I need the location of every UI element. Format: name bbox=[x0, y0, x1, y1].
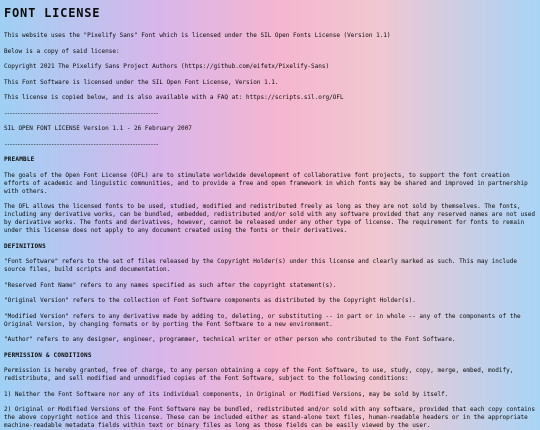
page-title: FONT LICENSE bbox=[4, 6, 101, 20]
preamble-paragraph-2: The OFL allows the licensed fonts to be used, studied, modified and redistributed freely as long as they are not sold by themselves. The fonts, including any derivative works, can be bundled, embedded, redistributed and/or sold with any software provided that any reserved names are not used by derivative works. The fonts and derivatives, however, cannot be released under any other type of license. The requirement for fonts to remain under this license does not apply to any document created using the fonts or their derivatives. bbox=[4, 203, 539, 234]
heading-definitions: DEFINITIONS bbox=[4, 242, 46, 250]
license-version-line: SIL OPEN FONT LICENSE Version 1.1 - 26 February 2007 bbox=[4, 125, 192, 132]
definition-reserved-font-name: "Reserved Font Name" refers to any names specified as such after the copyright statement(s). bbox=[4, 281, 337, 289]
heading-permission-conditions: PERMISSION & CONDITIONS bbox=[4, 351, 92, 359]
condition-1: 1) Neither the Font Software nor any of its individual components, in Original or Modified Versions, may be sold by itself. bbox=[4, 390, 449, 398]
definition-author: "Author" refers to any designer, engineer, programmer, technical writer or other person who contributed to the Font Software. bbox=[4, 336, 456, 343]
condition-2: 2) Original or Modified Versions of the Font Software may be bundled, redistributed and/or sold with any software, provided that each copy contains the above copyright notice and this license. These can be included either as stand-alone text files, human-readable headers or in the appropriate machine-readable metadata fields within text or binary files as long as those fields can be easily viewed by the user. bbox=[4, 406, 539, 429]
intro-licensed-under: This Font Software is licensed under the SIL Open Font License, Version 1.1. bbox=[4, 78, 279, 86]
divider-rule-bottom: ----------------------------------------------------------- bbox=[4, 140, 159, 148]
definition-modified-version: "Modified Version" refers to any derivative made by adding to, deleting, or substituting -- in part or in whole -- any of the components of the Original Version, by changing formats or by porting the Font Software to a new environment. bbox=[4, 312, 525, 328]
intro-copyright: Copyright 2021 The Pixelify Sans Project Authors (https://github.com/eifetx/Pixelify-Sans) bbox=[4, 63, 330, 70]
intro-faq: This license is copied below, and is also available with a FAQ at: https://scripts.sil.org/OFL bbox=[4, 94, 344, 101]
permission-paragraph: Permission is hereby granted, free of charge, to any person obtaining a copy of the Font Software, to use, study, copy, merge, embed, modify, redistribute, and sell modified and unmodified copies of the Font Software, subject to the following conditions: bbox=[4, 367, 517, 382]
definition-font-software: "Font Software" refers to the set of files released by the Copyright Holder(s) under this license and clearly marked as such. This may include source files, build scripts and documentation. bbox=[4, 258, 521, 273]
heading-preamble: PREAMBLE bbox=[4, 156, 35, 163]
intro-below-copy: Below is a copy of said license: bbox=[4, 47, 120, 55]
preamble-paragraph-1: The goals of the Open Font License (OFL) are to stimulate worldwide development of collaborative font projects, to support the font creation efforts of academic and linguistic communities, and to provide a free and open framework in which fonts may be shared and improved in partnership with others. bbox=[4, 171, 532, 195]
divider-rule-top: ----------------------------------------------------------- bbox=[4, 109, 159, 117]
definition-original-version: "Original Version" refers to the collection of Font Software components as distributed by the Copyright Holder(s). bbox=[4, 297, 416, 304]
intro-uses-font: This website uses the "Pixelify Sans" Font which is licensed under the SIL Open Fonts License (Version 1.1) bbox=[4, 32, 391, 39]
